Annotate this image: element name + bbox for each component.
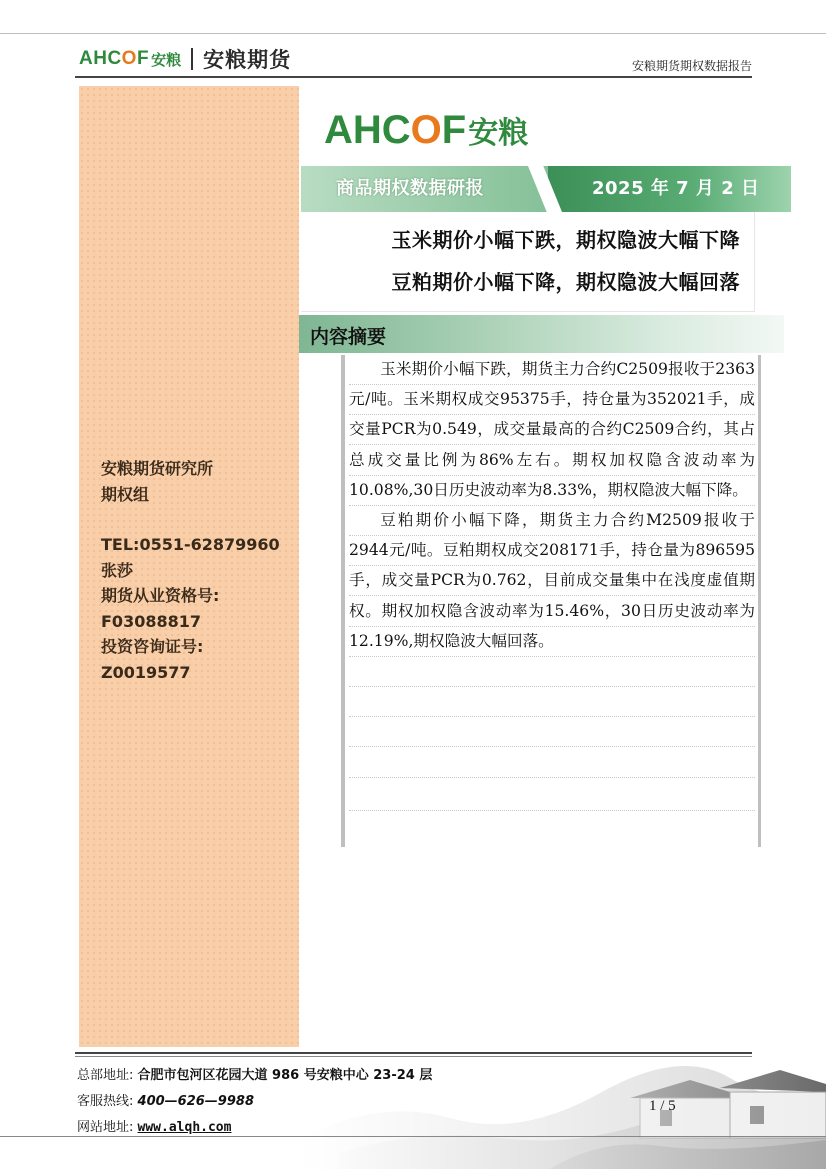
qualification-number: F03088817 — [101, 611, 201, 631]
headline-corn: 玉米期价小幅下跌，期权隐波大幅下降 — [391, 228, 740, 252]
footer-hotline: 客服热线: 400—626—9988 — [77, 1094, 254, 1109]
bottom-rule — [0, 1136, 826, 1137]
qualification-label: 期货从业资格号: — [101, 586, 220, 605]
page-number: 1 / 5 — [649, 1098, 676, 1114]
report-date: 2025 年 7 月 2 日 — [592, 178, 760, 199]
summary-content — [349, 354, 755, 656]
logo-english: AHCOF — [79, 48, 150, 69]
logo-english: AHCOF — [324, 108, 467, 152]
header-rule — [75, 76, 752, 78]
consulting-label: 投资咨询证号: — [101, 637, 204, 656]
summary-heading: 内容摘要 — [310, 326, 387, 348]
top-rule — [0, 33, 826, 34]
content-left-border — [341, 355, 345, 847]
options-group: 期权组 — [101, 484, 150, 504]
analyst-info — [101, 456, 291, 685]
headline-soymeal: 豆粕期价小幅下降，期权隐波大幅回落 — [391, 270, 740, 294]
footer-website: 网站地址: www.alqh.com — [77, 1120, 232, 1135]
content-right-border — [758, 355, 761, 847]
logo-chinese-small: 安粮 — [151, 50, 182, 69]
summary-paragraph-soymeal: 豆粕期价小幅下降，期货主力合约M2509报收于2944元/吨。豆粕期权成交208171手，持仓量为896595手，成交量PCR为0.762，目前成交量集中在浅度虚值期权。期权加权隐含波动率为15.46%，30日历史波动率为12.19%,期权隐波大幅回落。 — [349, 511, 755, 650]
footer-rule-thin — [75, 1056, 752, 1057]
logo-chinese: 安粮 — [468, 116, 529, 151]
report-title: 商品期权数据研报 — [336, 178, 484, 199]
analyst-name: 张莎 — [101, 560, 134, 580]
hotline-value: 400—626—9988 — [137, 1094, 254, 1109]
logo-chinese-name: 安粮期货 — [203, 48, 292, 72]
footer-address: 总部地址: 合肥市包河区花园大道 986 号安粮中心 23-24 层 — [77, 1068, 433, 1083]
summary-paragraph-corn: 玉米期价小幅下跌，期货主力合约C2509报收于2363元/吨。玉米期权成交95375手，持仓量为352021手，成交量PCR为0.549，成交量最高的合约C2509合约，其占总成交量比例为86%左右。期权加权隐含波动率为10.08%,30日历史波动率为8.33%，期权隐波大幅下降。 — [349, 360, 755, 499]
website-link[interactable]: www.alqh.com — [137, 1120, 232, 1135]
research-institute: 安粮期货研究所 — [101, 459, 214, 478]
address-value: 合肥市包河区花园大道 986 号安粮中心 23-24 层 — [137, 1068, 433, 1083]
report-name: 安粮期货期权数据报告 — [631, 59, 752, 73]
logo-separator — [191, 48, 193, 70]
footer-rule — [75, 1052, 752, 1054]
company-logo — [324, 108, 528, 153]
header-logo — [79, 46, 291, 72]
telephone: TEL:0551-62879960 — [101, 535, 280, 554]
consulting-number: Z0019577 — [101, 662, 191, 682]
